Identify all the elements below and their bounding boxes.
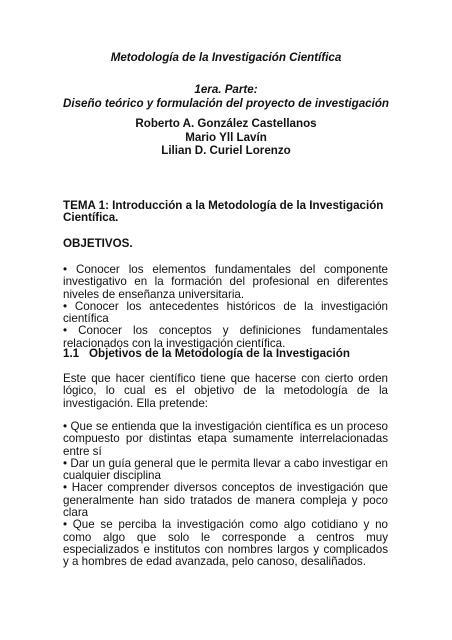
author-name: Mario Yll Lavín	[185, 130, 267, 144]
document-title: Metodología de la Investigación Científica	[110, 51, 342, 64]
section-bullets	[63, 421, 388, 569]
section-number: 1.1	[63, 347, 80, 360]
list-item: • Conocer los conceptos y definiciones fundamentales relacionados con la investigación científica.	[63, 324, 388, 350]
section-intro: Este que hacer científico tiene que hacerse con cierto orden lógico, lo cual es el objetivo de la metodología de la investigación. Ella pretende:	[63, 372, 388, 410]
list-item: • Conocer los antecedentes históricos de la investigación científica	[63, 299, 388, 326]
list-item: • Hacer comprender diversos conceptos de investigación que generalmente han sido tratados de manera compleja y poco clara	[63, 481, 388, 520]
part-subtitle: Diseño teórico y formulación del proyecto de investigación	[63, 97, 389, 110]
tema-heading-line: TEMA 1: Introducción a la Metodología de la Investigación	[63, 199, 384, 212]
list-item: • Que se perciba la investigación como algo cotidiano y no como algo que solo le corresponde a centros muy especializados e institutos con nombres largos y complicados y a hombres de edad avanzada, pelo canoso, desaliñados.	[63, 518, 388, 569]
author-name: Roberto A. González Castellanos	[135, 117, 317, 130]
objetivos-heading: OBJETIVOS.	[63, 237, 133, 250]
list-item: • Que se entienda que la investigación científica es un proceso compuesto por distintas etapa sumamente interrelacionadas entre sí	[63, 420, 388, 458]
objetivos-list	[63, 264, 388, 350]
tema-heading-line: Científica.	[63, 211, 119, 225]
list-item: • Conocer los elementos fundamentales del componente investigativo en la formación del profesional en diferentes niveles de enseñanza universitaria.	[63, 263, 388, 301]
author-list	[0, 117, 452, 158]
list-item: • Dar un guía general que le permita llevar a cabo investigar en cualquier disciplina	[63, 456, 388, 483]
section-title: Objetivos de la Metodología de la Investigación	[89, 347, 350, 360]
part-label: 1era. Parte:	[194, 83, 258, 96]
tema-heading	[63, 200, 388, 225]
section-heading	[63, 348, 388, 360]
author-name: Lilian D. Curiel Lorenzo	[161, 144, 291, 157]
